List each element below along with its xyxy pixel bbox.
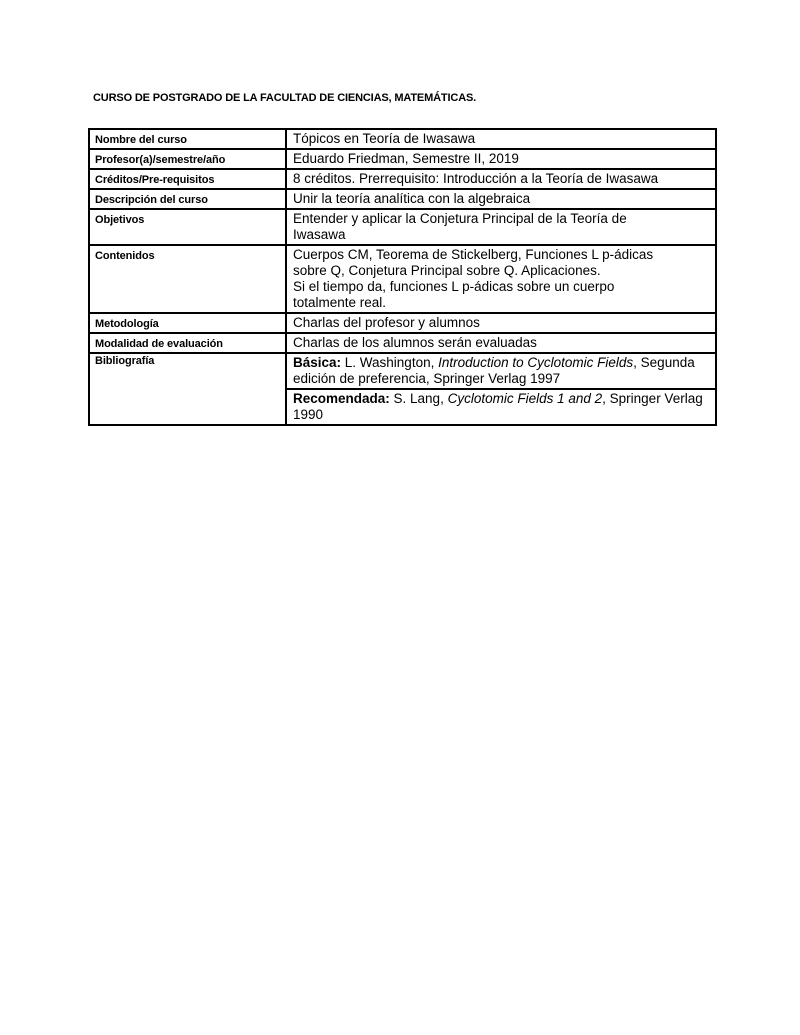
row-objetivos xyxy=(89,209,716,245)
row-creditos-prerequisitos xyxy=(89,169,716,189)
bibliografia-basica-author: L. Washington, xyxy=(341,355,439,370)
row-value-bibliografia-recomendada xyxy=(286,389,716,425)
row-label-bibliografia: Bibliografía xyxy=(89,353,286,425)
row-value-modalidad-de-evaluacion: Charlas de los alumnos serán evaluadas xyxy=(286,333,716,353)
row-label-creditos-prerequisitos: Créditos/Pre-requisitos xyxy=(89,169,286,189)
row-label-metodologia: Metodología xyxy=(89,313,286,333)
row-metodologia xyxy=(89,313,716,333)
row-value-contenidos: Cuerpos CM, Teorema de Stickelberg, Funciones L p-ádicas sobre Q, Conjetura Principal sobre Q. Aplicaciones. Si el tiempo da, funciones L p-ádicas sobre un cuerpo totalmente real. xyxy=(286,245,716,313)
row-bibliografia-basica xyxy=(89,353,716,389)
bibliografia-recomendada-publisher: , Springer Verlag 1990 xyxy=(293,391,703,422)
bibliografia-recomendada-lead: Recomendada: xyxy=(293,391,390,406)
bibliografia-basica-book-title: Introduction to Cyclotomic Fields xyxy=(438,355,634,370)
bibliografia-recomendada-book-title: Cyclotomic Fields 1 and 2 xyxy=(447,391,603,406)
row-value-descripcion-del-curso: Unir la teoría analítica con la algebraica xyxy=(286,189,716,209)
row-value-creditos-prerequisitos: 8 créditos. Prerrequisito: Introducción a la Teoría de Iwasawa xyxy=(286,169,716,189)
row-value-profesor-semestre-ano: Eduardo Friedman, Semestre II, 2019 xyxy=(286,149,716,169)
row-modalidad-de-evaluacion xyxy=(89,333,716,353)
row-label-descripcion-del-curso: Descripción del curso xyxy=(89,189,286,209)
row-value-bibliografia-basica xyxy=(286,353,716,389)
row-label-profesor-semestre-ano: Profesor(a)/semestre/año xyxy=(89,149,286,169)
document-title: CURSO DE POSTGRADO DE LA FACULTAD DE CIENCIAS, MATEMÁTICAS. xyxy=(93,92,477,104)
bibliografia-basica-publisher: , Segunda edición de preferencia, Springer Verlag 1997 xyxy=(293,355,695,386)
row-nombre-del-curso xyxy=(89,129,716,149)
bibliografia-basica-lead: Básica: xyxy=(293,355,342,370)
bibliografia-recomendada-author: S. Lang, xyxy=(389,391,448,406)
row-profesor-semestre-ano xyxy=(89,149,716,169)
course-info-table xyxy=(88,128,717,426)
row-descripcion-del-curso xyxy=(89,189,716,209)
row-label-objetivos: Objetivos xyxy=(89,209,286,245)
row-value-nombre-del-curso: Tópicos en Teoría de Iwasawa xyxy=(286,129,716,149)
row-contenidos xyxy=(89,245,716,313)
row-label-contenidos: Contenidos xyxy=(89,245,286,313)
row-label-nombre-del-curso: Nombre del curso xyxy=(89,129,286,149)
row-value-metodologia: Charlas del profesor y alumnos xyxy=(286,313,716,333)
row-label-modalidad-de-evaluacion: Modalidad de evaluación xyxy=(89,333,286,353)
row-value-objetivos: Entender y aplicar la Conjetura Principal de la Teoría de Iwasawa xyxy=(286,209,716,245)
